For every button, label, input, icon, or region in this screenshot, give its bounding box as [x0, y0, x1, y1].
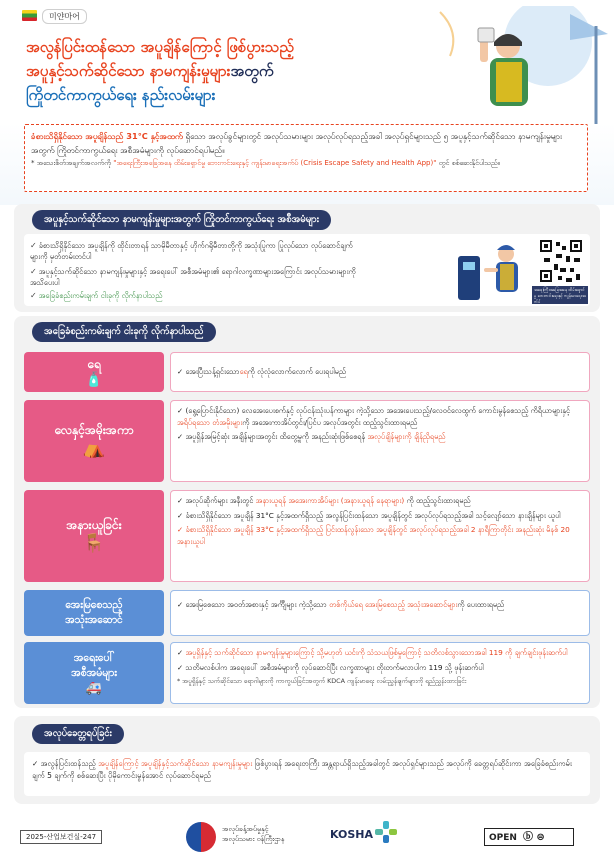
qr-caption: အရေးကြီးအခြေအနေ ထိမ်းရှောင်မှု ဘေးကင်းရေးနှင့် ကျန်းမာရေးအက်ပ် — [532, 286, 588, 304]
rule-rest-2: ခံစားသိရှိနိုင်သော အပူချိန် 31°C နှင့်အထက်ရှိသည့် အလွန်ပြင်းထန်သော အပူချိန်တွင် အလုပ်လုပ်ရသည့်အခါ သင့်လျော်သော နားချိန်များ ယူပါ — [185, 510, 561, 520]
title-line-3: ကြိုတင်ကာကွယ်ရေး နည်းလမ်းများ — [26, 86, 216, 104]
rule-label-emergency-1: အရေးပေါ် — [73, 651, 115, 664]
rule-label-water-text: ရေ — [87, 356, 101, 371]
myanmar-flag-icon — [22, 10, 37, 21]
rule-shade-2-pre: အပူရှိန်အမြင့်ဆုံး အချိန်များအတွင်း ထိတွေ့မှုကို အနည်းဆုံးဖြစ်စေရန် — [185, 432, 368, 441]
rule-rest-line-3 — [177, 524, 583, 547]
rule-cooling-post: ကို ပေးထားရမည် — [457, 600, 505, 609]
rule-row-rest — [24, 490, 590, 582]
title-line-2-dark: အတွက် — [230, 62, 274, 80]
section-3-heading: အလုပ်ခေတ္တရပ်ခြင်း — [32, 724, 124, 744]
intro-note-prefix: * အသေးစိတ်အချက်အလက်ကို — [31, 159, 114, 167]
title-line-2 — [26, 62, 274, 84]
rule-label-cooling-2: အသုံးအဆောင် — [65, 614, 123, 626]
rule-label-emergency — [24, 642, 164, 704]
rule-cooling-hl: တစ်ကိုယ်ရေ အေးမြစေသည့် အသုံးအဆောင်များ — [329, 600, 458, 609]
intro-note-suffix: တွင် စစ်ဆေးနိုင်ပါသည်။ — [436, 159, 500, 167]
rule-shade-hl: အရိပ်ရသော တံအမိုးများ — [177, 417, 243, 427]
rule-label-shade — [24, 400, 164, 482]
rule-shade-2-hl: အလုပ်ချိန်များကို ချိန်ညှိရမည် — [367, 432, 446, 441]
government-emblem-icon — [186, 822, 216, 852]
check-icon: ✓ — [177, 406, 186, 415]
rule-emergency-line-1 — [177, 647, 583, 659]
check-icon: ✓ — [177, 600, 186, 609]
rule-label-cooling-1: အေးမြစေသည့် — [65, 599, 123, 611]
measure-item-2 — [30, 266, 360, 288]
rule-shade-pre: (ရွေ့ပြောင်းနိုင်သော) လေအေးပေးစက်နှင့် လုပ်ငန်းသုံးပန်ကာများ ကဲ့သို့သော အအေးပေးသည့်/လေဝင်လေထွက် ကောင်းမွန်စေသည့် ကိရိယာများနှင့် — [185, 406, 571, 415]
rule-rest-pre: အလုပ်ဆိုက်များ အနီးတွင် — [185, 496, 256, 505]
intro-note — [31, 158, 581, 169]
rule-text-rest — [170, 490, 590, 582]
check-icon: ✓ — [177, 648, 186, 657]
rule-label-rest — [24, 490, 164, 582]
ambulance-icon: 🚑 — [85, 680, 103, 696]
ministry-line-2: အလုပ်သမား ဝန်ကြီးဌာန — [222, 835, 285, 843]
check-icon: ✓ — [30, 267, 37, 276]
rule-rest-hl: အနားယူရန် အအေးကာအိပ်များ (အနားယူရန် နေရာများ) — [255, 496, 405, 505]
rule-emergency-pre: အပူရှိန်နှင့် သက်ဆိုင်သော နာမကျန်းမှုများကြောင့် သို့မဟုတ် ယင်းကို သံသယဖြစ်မှုကြောင့် သတိလစ်သွားသောအခါ — [185, 648, 489, 657]
prevention-measures-section — [14, 204, 600, 312]
work-suspension-section — [14, 716, 600, 804]
resting-person-icon: 🪑 — [82, 533, 106, 554]
rule-label-water — [24, 352, 164, 392]
suspension-post: ဖြစ်ပွားရန် အရေးတကြီး အန္တရာယ်ရှိသည့်အခါတွင် အလုပ်ရှင်များသည် အလုပ်ကို ခေတ္တရပ်ဆိုင်းကာ အခြေခံစည်းကမ်းချက် 5 ချက်ကို စစ်ဆေးပြီး ပိုမိုကောင်းမွန်အောင် လုပ်ဆောင်ရမည် — [32, 759, 572, 780]
check-icon: ✓ — [177, 496, 186, 505]
suspension-hl: အပူချိန်ကြောင့် အပူချိန်နှင့်သက်ဆိုင်သော နာမကျန်းမှုများ — [98, 759, 253, 768]
rule-label-rest-text: အနားယူခြင်း — [66, 518, 122, 532]
intro-note-app: "အရေးကြီးအခြေအနေ ထိမ်းရှောင်မှု ဘေးကင်းရေးနှင့် ကျန်းမာရေးအက်ပ် (Crisis Escape Safety and Health App)" — [113, 159, 437, 167]
section-2-heading: အခြေခံစည်းကမ်းချက် ငါးခုကို လိုက်နာပါသည် — [32, 322, 216, 342]
check-icon: ✓ — [177, 662, 186, 672]
check-icon: ✓ — [177, 525, 186, 534]
rule-water-post: ကို လုံလုံလောက်လောက် ပေးရပါမည် — [247, 367, 346, 376]
section-1-heading: အပူနှင့်သက်ဆိုင်သော နာမကျန်းမှုများအတွက် ကြိုတင်ကာကွယ်ရေး အစီအမံများ — [32, 210, 331, 230]
intro-rest: ရှိသော အလုပ်ခွင်များတွင် အလုပ်သမားများ အလုပ်လုပ်ရသည့်အခါ အလုပ်ရှင်များသည် ၅ အပူနှင့်သက်ဆိုင်သော နာမကျန်းမှုများအတွက် ကြိုတင်ကာကွယ်ရေး အစီအမံများကို လုပ်ဆောင်ရပါမည်။ — [31, 131, 563, 155]
rule-text-shade — [170, 400, 590, 482]
rule-rest-line-1 — [177, 495, 583, 507]
kosha-logo-text: KOSHA — [330, 828, 374, 841]
rule-water-pre: အေးပြီးသန့်ရှင်းသော — [185, 367, 240, 376]
prevention-measures-panel — [24, 234, 590, 306]
rule-rest-3: ခံစားသိရှိနိုင်သော အပူချိန် 33°C နှင့်အထက်ရှိသည့် ပြင်းထန်လွန်းသော အပူချိန်တွင် အလုပ်လုပ်ရသည့်အခါ 2 နာရီကြာတိုင်း အနည်းဆုံး မိနစ် 20 အနားယူပါ — [177, 525, 570, 546]
check-icon: ✓ — [30, 241, 37, 250]
measure-item-2-text: အပူနှင့်သက်ဆိုင်သော နာမကျန်းမှုများနှင့် အရေးပေါ် အစီအမံများ၏ ရောဂါလက္ခဏာများအကြောင်း အလုပ်သမားများကို အသိပေးပါ — [30, 267, 356, 287]
footer — [0, 808, 614, 866]
check-icon: ✓ — [177, 510, 186, 520]
rule-row-water — [24, 352, 590, 392]
rule-text-water — [170, 352, 590, 392]
rule-label-shade-text: လေနှင့်အမိုးအကာ — [54, 423, 134, 437]
rule-emergency-line-2 — [177, 662, 583, 674]
check-icon: ✓ — [177, 367, 186, 376]
license-icons: ⓑ ⊜ — [522, 832, 545, 843]
kosha-cross-icon — [374, 820, 398, 844]
measure-item-1-text: ခံစားသိရှိနိုင်သော အပူချိန်ကို ထိုင်းတာရန် သာမိုမီတာနှင့် ဟိုက်ဂရိုမီတာတို့ကို အသုံးပြုကာ ပြုလုပ်သော လုပ်ဆောင်ချက်များကို မှတ်တမ်းတင်ပါ — [30, 241, 353, 261]
rule-row-cooling-gear — [24, 590, 590, 636]
rule-text-emergency — [170, 642, 590, 704]
open-license-badge — [484, 828, 574, 846]
water-bottle-icon: 🧴 — [85, 371, 103, 388]
work-suspension-panel — [24, 752, 590, 796]
rule-text-cooling-gear — [170, 590, 590, 636]
rule-rest-post: ကို ထည့်သွင်းထားရမည် — [404, 496, 471, 505]
rule-shade-line-2 — [177, 431, 583, 443]
rule-shade-line-1 — [177, 405, 583, 428]
rule-water-hl: ရေ — [239, 367, 248, 376]
measure-item-3-text: အခြေခံစည်းကမ်းချက် ငါးခုကို လိုက်နာပါသည် — [38, 291, 163, 300]
open-license-text: OPEN — [489, 833, 517, 843]
title-line-2-red: အပူနှင့်သက်ဆိုင်သော နာမကျန်းမှုများ — [26, 62, 231, 80]
worker-with-thermometer-illustration — [454, 238, 534, 304]
rule-emergency-2: သတိမလစ်ပါက အရေးပေါ် အစီအမံများကို လုပ်ဆောင်ပြီး လက္ခဏာများ တိုးတက်မလာပါက 119 သို့ ဖုန်းဆက်ပါ — [185, 662, 484, 672]
rule-label-cooling-gear — [24, 590, 164, 636]
ministry-name — [222, 824, 284, 844]
rule-row-emergency — [24, 642, 590, 704]
rule-label-emergency-2: အစီအမံများ — [71, 666, 117, 679]
qr-code[interactable] — [538, 238, 584, 284]
heat-worker-illustration — [420, 6, 610, 124]
intro-text — [31, 129, 581, 157]
rule-cooling-pre: အေးမြစေသော အဝတ်အစားနှင့် အင်္ကျီများ ကဲ့သို့သော — [185, 600, 330, 609]
rule-rest-line-2 — [177, 510, 583, 522]
check-icon: ✓ — [32, 759, 41, 768]
rule-emergency-hl: 119 ကို ချက်ချင်းဖုန်းဆက်ပါ — [488, 648, 568, 657]
ministry-line-1: အလုပ်ခန့်အပ်မှုနှင့် — [222, 825, 269, 833]
language-badge: 미얀마어 — [42, 9, 87, 24]
intro-red: ခံစားသိရှိနိုင်သော အပူချိန်သည် 31°C နှင့်အထက် — [31, 131, 183, 141]
publication-code: 2025-산업보건실-247 — [20, 830, 102, 844]
intro-box — [24, 124, 588, 192]
check-icon: ✓ — [30, 291, 37, 300]
rule-row-shade — [24, 400, 590, 482]
measure-item-1 — [30, 240, 360, 262]
check-icon: ✓ — [177, 432, 186, 441]
rule-emergency-note: * အပူရှိန်နှင့် သက်ဆိုင်သော ရောဂါများကို ကာကွယ်ခြင်းအတွက် KDCA ကျန်းမာရေး လမ်းညွှန်ချက်များကို ရည်ညွှန်းထားခြင်း — [177, 677, 467, 685]
measure-item-3 — [30, 290, 360, 301]
title-line-1: အလွန်ပြင်းထန်သော အပူချိန်ကြောင့် ဖြစ်ပွားသည့် — [26, 38, 294, 56]
suspension-pre: အလွန်ပြင်းထန်သည့် — [40, 759, 99, 768]
canopy-tent-icon: ⛺ — [82, 438, 106, 459]
five-basic-rules-section — [14, 316, 600, 708]
rule-shade-post: ကို အအေးကာအိပ်တွင်း/ပြင်ပ အလုပ်အတွင်း ထည့်သွင်းထားရမည် — [242, 417, 418, 427]
